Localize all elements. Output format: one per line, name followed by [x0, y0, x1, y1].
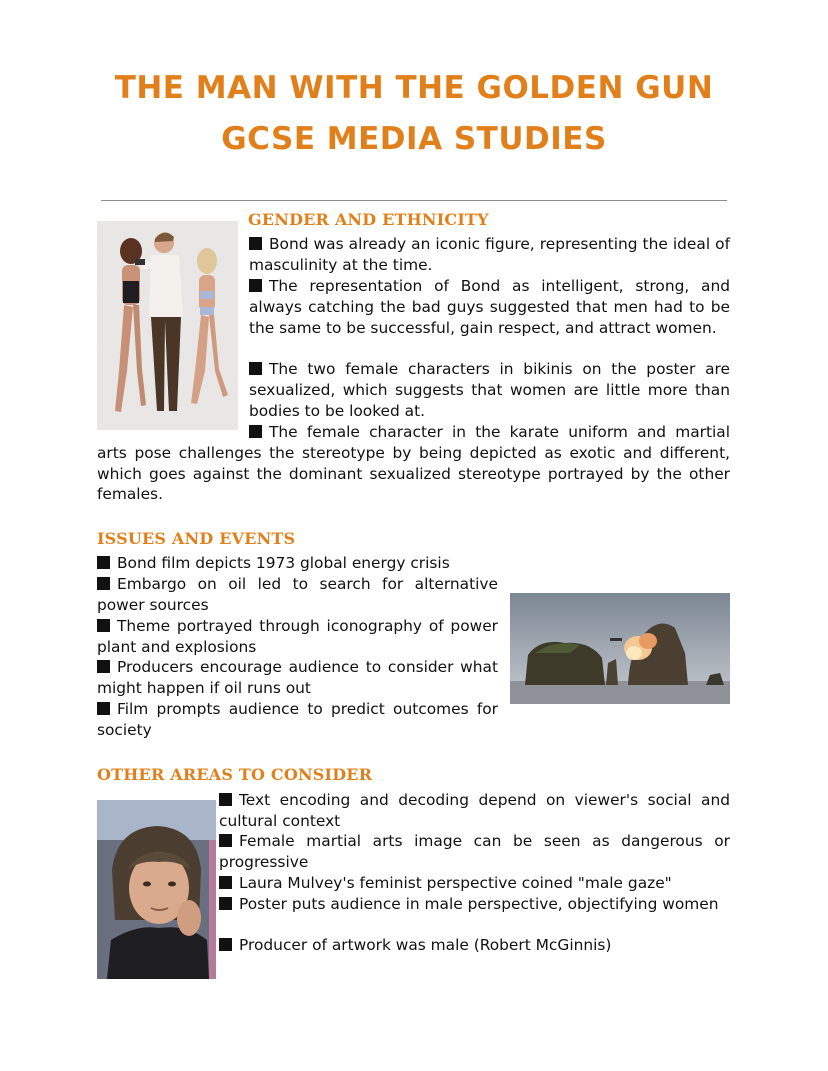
section-heading-other: OTHER AREAS TO CONSIDER — [97, 765, 373, 784]
explosion-scene-image — [510, 593, 730, 704]
bullet-square-icon — [97, 556, 110, 569]
portrait-image — [97, 800, 216, 979]
section-heading-gender: GENDER AND ETHNICITY — [248, 210, 489, 229]
issues-bullet-1: Bond film depicts 1973 global energy crisis — [97, 553, 498, 574]
bullet-square-icon — [249, 279, 262, 292]
bullet-square-icon — [97, 660, 110, 673]
other-bullet-4: Poster puts audience in male perspective, objectifying women — [219, 894, 730, 915]
bullet-square-icon — [219, 876, 232, 889]
other-bullet-2: Female martial arts image can be seen as dangerous or progressive — [219, 832, 730, 871]
issues-bullet-5: Film prompts audience to predict outcomes for society — [97, 700, 498, 739]
document-subtitle: GCSE MEDIA STUDIES — [221, 121, 607, 157]
gender-bullet-2: The representation of Bond as intelligent, strong, and always catching the bad guys suggested that men had to be the same to be successful, gain respect, and attract women. — [249, 277, 730, 337]
bullet-square-icon — [219, 793, 232, 806]
bullet-square-icon — [249, 362, 262, 375]
poster-image — [97, 221, 238, 430]
bullet-square-icon — [219, 834, 232, 847]
section-heading-issues: ISSUES AND EVENTS — [97, 529, 296, 548]
bullet-square-icon — [219, 938, 232, 951]
gender-bullet-3: The two female characters in bikinis on the poster are sexualized, which suggests that women are little more than bodies to be looked at. — [249, 360, 730, 420]
issues-bullet-4: Producers encourage audience to consider what might happen if oil runs out — [97, 658, 498, 697]
gender-bullet-1: Bond was already an iconic figure, representing the ideal of masculinity at the time. — [249, 235, 730, 274]
other-bullet-5: Producer of artwork was male (Robert McGinnis) — [219, 935, 730, 956]
issues-bullet-2: Embargo on oil led to search for alternative power sources — [97, 575, 498, 614]
bullet-square-icon — [97, 619, 110, 632]
other-bullet-1: Text encoding and decoding depend on viewer's social and cultural context — [219, 791, 730, 830]
bullet-square-icon — [219, 897, 232, 910]
other-bullet-3: Laura Mulvey's feminist perspective coined "male gaze" — [219, 873, 730, 894]
issues-bullet-3: Theme portrayed through iconography of power plant and explosions — [97, 617, 498, 656]
bullet-square-icon — [249, 425, 262, 438]
bullet-square-icon — [97, 702, 110, 715]
document-title: THE MAN WITH THE GOLDEN GUN — [114, 70, 714, 106]
bullet-square-icon — [97, 577, 110, 590]
divider — [101, 200, 727, 201]
bullet-square-icon — [249, 237, 262, 250]
gender-bullet-4: The female character in the karate uniform and martial arts pose challenges the stereotype by being depicted as exotic and different, which goes against the dominant sexualized stereotype portrayed by the other females. — [97, 423, 730, 504]
